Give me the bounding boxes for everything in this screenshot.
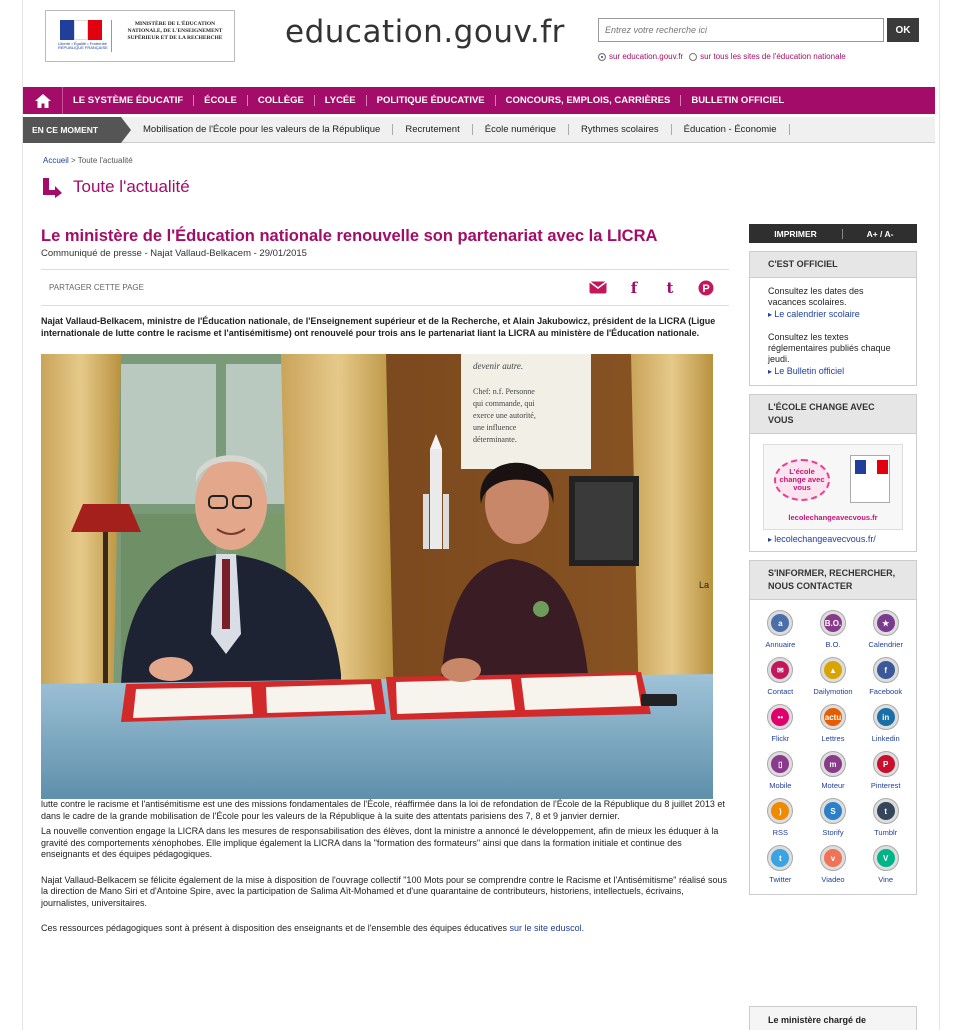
storify-icon[interactable] (820, 798, 846, 824)
icon-label[interactable]: Vine (878, 875, 894, 884)
vine-icon[interactable] (873, 845, 899, 871)
tumblr-icon[interactable] (873, 798, 899, 824)
flickr-service[interactable] (754, 704, 807, 743)
icon-glyph: in (877, 708, 895, 726)
ecole-change-promo[interactable] (763, 444, 903, 530)
flag-text: Liberté • Égalité • Fraternité RÉPUBLIQUE FRANÇAISE (58, 41, 108, 50)
annuaire-service[interactable] (754, 610, 807, 649)
icon-glyph: P (877, 755, 895, 773)
icon-label[interactable]: Contact (767, 687, 794, 696)
search-scope (598, 52, 846, 61)
official-text-1: Consultez les dates des vacances scolaires. (768, 286, 864, 307)
scope-option-all[interactable]: sur tous les sites de l'éducation nationale (689, 52, 846, 61)
nav-college[interactable]: COLLÈGE (248, 95, 315, 106)
ministry-logo[interactable] (45, 10, 235, 62)
photo-caption-start: La (699, 580, 710, 590)
flickr-icon[interactable] (767, 704, 793, 730)
icon-label[interactable]: Viadeo (821, 875, 845, 884)
contact-icon[interactable] (767, 657, 793, 683)
icon-label[interactable]: Facebook (869, 687, 903, 696)
nav-concours[interactable]: CONCOURS, EMPLOIS, CARRIÈRES (496, 95, 682, 106)
rss-icon[interactable] (767, 798, 793, 824)
nav-politique-educative[interactable]: POLITIQUE ÉDUCATIVE (367, 95, 496, 106)
icon-glyph: B.O. (824, 614, 842, 632)
contact-service[interactable] (754, 657, 807, 696)
eduscol-link[interactable]: sur le site eduscol. (509, 923, 585, 933)
promo-bubble: L'école change avec vous (774, 459, 830, 501)
nav-bulletin-officiel[interactable]: BULLETIN OFFICIEL (691, 95, 785, 106)
bulletin-officiel-link[interactable]: ▸ Le Bulletin officiel (768, 366, 898, 377)
section-title (41, 176, 190, 198)
icon-glyph: ) (771, 802, 789, 820)
icon-label[interactable]: Tumblr (874, 828, 898, 837)
icon-label[interactable]: Moteur (821, 781, 845, 790)
svg-text:exerce une autorité,: exerce une autorité, (473, 411, 536, 420)
sub-nav-education-economie[interactable]: Éducation - Économie (672, 124, 790, 135)
font-size-button[interactable]: A+ / A- (866, 228, 894, 239)
viadeo-service[interactable] (807, 845, 860, 884)
page (22, 0, 940, 1030)
sub-nav (23, 117, 935, 143)
lettres-service[interactable] (807, 704, 860, 743)
main-nav (23, 87, 935, 114)
promo-flag-icon (850, 455, 890, 503)
pinterest-service[interactable] (859, 751, 912, 790)
lettres-icon[interactable] (820, 704, 846, 730)
icon-glyph: v (824, 849, 842, 867)
icon-glyph: V (877, 849, 895, 867)
icon-glyph: actu (824, 708, 842, 726)
facebook-icon[interactable] (873, 657, 899, 683)
pinterest-icon[interactable] (873, 751, 899, 777)
svg-text:une influence: une influence (473, 423, 517, 432)
home-icon[interactable] (23, 87, 63, 114)
calendrier-service[interactable] (859, 610, 912, 649)
icon-label[interactable]: Calendrier (868, 640, 903, 649)
icon-label[interactable]: Dailymotion (813, 687, 853, 696)
dailymotion-icon[interactable] (820, 657, 846, 683)
breadcrumb-separator: > (71, 156, 76, 165)
tumblr-service[interactable] (859, 798, 912, 837)
icon-label[interactable]: Lettres (821, 734, 845, 743)
share-row (41, 270, 729, 306)
icon-glyph: t (877, 802, 895, 820)
ecole-change-box (749, 394, 917, 552)
official-text-2: Consultez les textes réglementaires publiés chaque jeudi. (768, 332, 891, 364)
pinterest-share-icon[interactable] (697, 279, 715, 297)
official-heading: C'EST OFFICIEL (750, 252, 916, 278)
marianne-flag-icon (56, 20, 112, 52)
nav-ecole[interactable]: ÉCOLE (194, 95, 248, 106)
facebook-service[interactable] (859, 657, 912, 696)
calendrier-icon[interactable] (873, 610, 899, 636)
icon-glyph: m (824, 755, 842, 773)
article (41, 226, 729, 935)
icon-glyph: t (771, 849, 789, 867)
radio-icon[interactable] (689, 53, 697, 61)
service-icon-grid (750, 600, 916, 894)
sub-nav-recrutement[interactable]: Recrutement (393, 124, 472, 135)
official-box (749, 251, 917, 386)
svg-text:déterminante.: déterminante. (473, 435, 517, 444)
moteur-icon[interactable] (820, 751, 846, 777)
b-o--service[interactable] (807, 610, 860, 649)
sidebar (749, 224, 917, 895)
linkedin-icon[interactable] (873, 704, 899, 730)
svg-text:devenir autre.: devenir autre. (473, 361, 524, 371)
search-button[interactable]: OK (887, 18, 919, 42)
twitter-service[interactable] (754, 845, 807, 884)
icon-glyph: ★ (877, 614, 895, 632)
svg-text:P: P (702, 282, 710, 295)
viadeo-icon[interactable] (820, 845, 846, 871)
ecole-change-heading: L'ÉCOLE CHANGE AVEC VOUS (750, 395, 916, 434)
storify-service[interactable] (807, 798, 860, 837)
sub-nav-rythmes-scolaires[interactable]: Rythmes scolaires (569, 124, 672, 135)
icon-glyph: •• (771, 708, 789, 726)
paragraph-4-text: Ces ressources pédagogiques sont à présent à disposition des enseignants et de l'ensemble des équipes éducatives (41, 923, 508, 933)
twitter-share-icon[interactable]: t (666, 278, 674, 297)
section-title-text: Toute l'actualité (73, 177, 190, 196)
breadcrumb-home-link[interactable]: Accueil (43, 156, 69, 165)
article-paragraph-1: lutte contre le racisme et l'antisémitisme est une des missions fondamentales de l'École, réaffirmée dans la loi de refondation de l'École de la République du 8 juillet 2013 et dans le cadre de la grande mobilisation de l'École pour les valeurs de la République à la suite des attentats parisiens des 7, 8 et 9 janvier dernier. (41, 799, 725, 821)
mobile-icon[interactable] (767, 751, 793, 777)
article-title: Le ministère de l'Éducation nationale renouvelle son partenariat avec la LICRA (41, 227, 658, 245)
inform-box (749, 560, 917, 895)
article-paragraph-2: La nouvelle convention engage la LICRA dans les mesures de responsabilisation des élèves, dont la ministre a annoncé le développement, afin de mieux les éduquer à la gravité des comportements xénophobes. Elle implique également la LICRA dans la "formation des formateurs" ainsi que dans la formation initiale et continue des enseignants et des équipes pédagogiques. (41, 826, 719, 859)
breadcrumb-current: Toute l'actualité (77, 156, 133, 165)
email-share-icon[interactable] (589, 279, 607, 297)
icon-glyph: S (824, 802, 842, 820)
share-icons (589, 279, 729, 297)
mobile-service[interactable] (754, 751, 807, 790)
site-name[interactable]: education.gouv.fr (285, 14, 565, 50)
icon-label[interactable]: Linkedin (871, 734, 900, 743)
inform-heading: S'INFORMER, RECHERCHER, NOUS CONTACTER (750, 561, 916, 600)
icon-glyph: f (877, 661, 895, 679)
icon-glyph: ✉ (771, 661, 789, 679)
en-ce-moment-label: EN CE MOMENT (23, 117, 121, 143)
icon-label[interactable]: Flickr (771, 734, 790, 743)
article-paragraph-4 (41, 923, 729, 935)
radio-selected-icon[interactable] (598, 53, 606, 61)
icon-glyph: a (771, 614, 789, 632)
twitter-icon[interactable] (767, 845, 793, 871)
dailymotion-service[interactable] (807, 657, 860, 696)
icon-label[interactable]: Twitter (769, 875, 792, 884)
svg-text:qui commande, qui: qui commande, qui (473, 399, 535, 408)
search-input[interactable] (598, 18, 884, 42)
b-o--icon[interactable] (820, 610, 846, 636)
sub-nav-mobilisation[interactable]: Mobilisation de l'École pour les valeurs de la République (121, 124, 393, 135)
promo-url: lecolechangeavecvous.fr (788, 513, 878, 522)
sub-nav-ecole-numerique[interactable]: École numérique (473, 124, 569, 135)
calendar-link[interactable]: ▸ Le calendrier scolaire (768, 309, 898, 320)
icon-label[interactable]: B.O. (825, 640, 841, 649)
icon-label[interactable]: RSS (772, 828, 789, 837)
icon-label[interactable]: Pinterest (870, 781, 901, 790)
signing-photo (41, 354, 713, 799)
moteur-service[interactable] (807, 751, 860, 790)
vine-service[interactable] (859, 845, 912, 884)
icon-label[interactable]: Mobile (769, 781, 792, 790)
rss-service[interactable] (754, 798, 807, 837)
ecole-change-link[interactable]: ▸ lecolechangeavecvous.fr/ (758, 534, 908, 545)
annuaire-icon[interactable] (767, 610, 793, 636)
article-subtitle: Communiqué de presse - Najat Vallaud-Belkacem - 29/01/2015 (41, 248, 729, 270)
tools-bar (749, 224, 917, 243)
scope-option-site[interactable]: sur education.gouv.fr (598, 52, 683, 61)
linkedin-service[interactable] (859, 704, 912, 743)
facebook-share-icon[interactable]: f (630, 278, 638, 297)
article-paragraph-3: Najat Vallaud-Belkacem se félicite également de la mise à disposition de l'ouvrage collectif "100 Mots pour se comprendre contre le Racisme et l'Antisémitisme" réalisé sous la direction de Mano Siri et d'Antoine Spire, avec la participation de Salima Aït-Mohamed et d'une quarantaine de contributeurs, historiens, intellectuels, écrivains, journalistes, universitaires. (41, 874, 727, 908)
nav-lycee[interactable]: LYCÉE (315, 95, 367, 106)
svg-text:Chef: n.f. Personne: Chef: n.f. Personne (473, 387, 535, 396)
logo-text: MINISTÈRE DE L'ÉDUCATION NATIONALE, DE L'ENSEIGNEMENT SUPÉRIEUR ET DE LA RECHERCHE (127, 21, 223, 41)
section-arrow-icon (41, 176, 63, 198)
print-button[interactable]: IMPRIMER (749, 229, 843, 239)
share-label: PARTAGER CETTE PAGE (49, 283, 144, 292)
article-lead: Najat Vallaud-Belkacem, ministre de l'Éducation nationale, de l'Enseignement supérieur et de la Recherche, et Alain Jakubowicz, président de la LICRA (Ligue internationale de lutte contre le racisme et l'antisémitisme) ont renouvelé pour trois ans le partenariat liant la LICRA au ministère de l'Éducation nationale. (41, 316, 716, 338)
icon-label[interactable]: Annuaire (765, 640, 796, 649)
ministry-box: Le ministère chargé de (749, 1006, 917, 1030)
breadcrumb (43, 156, 133, 165)
icon-label[interactable]: Storify (822, 828, 844, 837)
icon-glyph: ▲ (824, 661, 842, 679)
icon-glyph: ▯ (771, 755, 789, 773)
nav-systeme-educatif[interactable]: LE SYSTÈME ÉDUCATIF (63, 95, 194, 106)
